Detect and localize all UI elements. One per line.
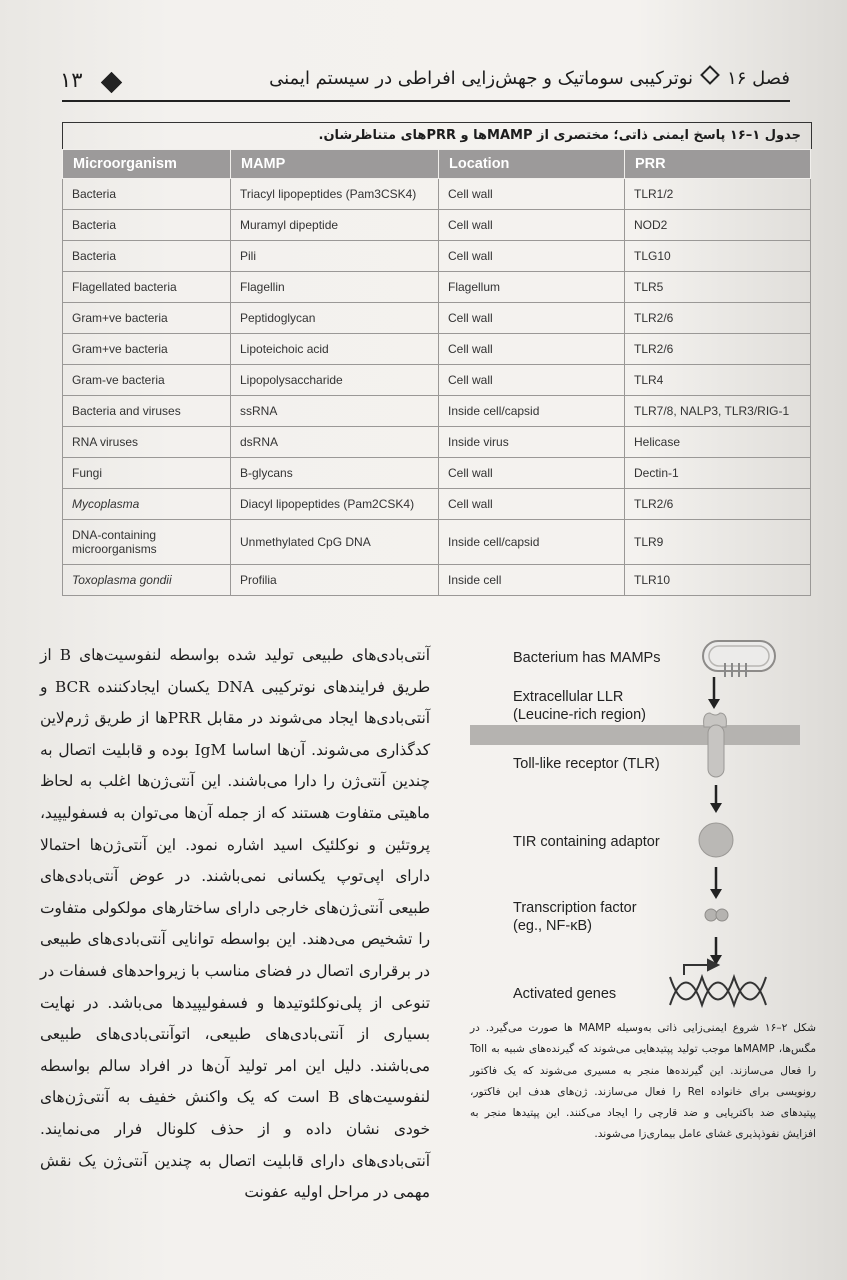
page-number: ۱۳ [60,68,83,92]
cell-location: Cell wall [439,489,625,520]
cell-prr: TLG10 [625,241,811,272]
cell-mamp: Pili [231,241,439,272]
cell-microorganism: Bacteria [63,179,231,210]
bacterium-icon [703,641,775,677]
chapter-title [269,68,790,89]
cell-prr: TLR2/6 [625,334,811,365]
cell-microorganism: Bacteria [63,241,231,272]
cell-mamp: Flagellin [231,272,439,303]
col-header-microorganism: Microorganism [63,150,231,179]
cell-location: Cell wall [439,179,625,210]
chapter-name: نوترکیبی سوماتیک و جهش‌زایی افراطی در سیستم ایمنی [269,68,694,89]
cell-microorganism: Fungi [63,458,231,489]
cell-location: Flagellum [439,272,625,303]
label-tf-2: (eg., NF-κB) [513,918,592,934]
col-header-location: Location [439,150,625,179]
label-llr-1: Extracellular LLR [513,689,624,705]
table-header-row [63,150,811,179]
label-llr-2: (Leucine-rich region) [513,707,646,723]
body-paragraph: آنتی‌بادی‌های طبیعی تولید شده بواسطه لنفوسیت‌های B از طریق فرایندهای نوترکیبی DNA یکسان ایجادکننده BCR و آنتی‌بادی‌ها ایجاد می‌شوند در مقابل PRRها از طریق ژرم‌لاین کدگذاری می‌شوند. آن‌ها اساسا IgM بوده و قابلیت اتصال به چندین آنتی‌ژن را دارا می‌باشند. این آنتی‌ژن‌ها اغلب به لحاظ ماهیتی متفاوت هستند که از جمله آن‌ها می‌توان به فسفولیپید، پروتئین و نوکلئیک اسید اشاره نمود. این آنتی‌ژن‌ها احتمالا دارای اپی‌توپ یکسانی نمی‌باشند. در عوض آنتی‌بادی‌های طبیعی آنتی‌ژن‌های خارجی دارای ساختارهای مولکولی متفاوت را تشخیص می‌دهند. این بواسطه توانایی آنتی‌بادی‌های طبیعی در برقراری اتصال در فضای مناسب با زیرواحدهای فسفات در تنوعی از پلی‌نوکلئوتیدها و فسفولیپیدها می‌باشد. در نهایت بسیاری از آنتی‌بادی‌های طبیعی، اتوآنتی‌بادی‌های طبیعی می‌باشند. دلیل این امر تولید آن‌ها در افراد سالم بواسطه لنفوسیت‌های B است که یک واکنش خفیف به آنتی‌ژن‌های خودی نشان داده و از حذف کلونال فرار می‌نمایند. آنتی‌بادی‌های دارای قابلیت اتصال به چندین آنتی‌ژن یک نقش مهمی در مراحل اولیه عفونت [40,646,431,1202]
cell-location: Cell wall [439,303,625,334]
cell-prr: Helicase [625,427,811,458]
cell-prr: TLR2/6 [625,489,811,520]
cell-location: Cell wall [439,241,625,272]
cell-microorganism: Mycoplasma [63,489,231,520]
table-caption: جدول ۱–۱۶ پاسخ ایمنی ذاتی؛ مختصری از MAMPها و PRRهای متناظرشان. [62,122,812,149]
cell-microorganism: Gram+ve bacteria [63,303,231,334]
cell-location: Inside cell/capsid [439,520,625,565]
cell-membrane [470,725,800,745]
cell-mamp: Unmethylated CpG DNA [231,520,439,565]
cell-mamp: dsRNA [231,427,439,458]
cell-microorganism: Bacteria and viruses [63,396,231,427]
table-row [63,520,811,565]
outline-diamond-icon [700,65,720,85]
cell-prr: TLR5 [625,272,811,303]
arrow-icon [710,867,722,899]
table-row [63,489,811,520]
table-row [63,396,811,427]
cell-location: Inside cell/capsid [439,396,625,427]
cell-prr: TLR10 [625,565,811,596]
cell-location: Cell wall [439,365,625,396]
chapter-label: فصل ۱۶ [727,68,790,89]
figure-caption: شکل ۲–۱۶ شروع ایمنی‌زایی ذاتی به‌وسیله MAMP ها صورت می‌گیرد. در مگس‌ها، MAMPها موجب تولید پپتیدهایی می‌شوند که گیرنده‌های شبیه به Toll را فعال می‌سازند. این گیرنده‌ها منجر به مسیری می‌شوند که یک فاکتور رونویسی برای خانواده Rel را فعال می‌سازند. ژن‌های هدف این فاکتور، پپتیدهای ضد باکتریایی و ضد قارچی را ایجاد می‌کنند. این پپتیدها منجر به افزایش نفوذپذیری غشای عامل بیماری‌زا می‌شوند. [470,1022,817,1141]
cell-prr: TLR2/6 [625,303,811,334]
cell-mamp: Diacyl lipopeptides (Pam2CSK4) [231,489,439,520]
cell-microorganism: Gram+ve bacteria [63,334,231,365]
table-row [63,210,811,241]
cell-prr: TLR7/8, NALP3, TLR3/RIG-1 [625,396,811,427]
table-row [63,303,811,334]
transcription-factor-icon [705,909,728,921]
cell-mamp: Lipoteichoic acid [231,334,439,365]
cell-mamp: B-glycans [231,458,439,489]
cell-prr: TLR4 [625,365,811,396]
label-tlr: Toll-like receptor (TLR) [513,756,660,772]
cell-prr: Dectin-1 [625,458,811,489]
table-grid [62,149,811,596]
cell-mamp: Muramyl dipeptide [231,210,439,241]
header-rule [62,100,790,102]
table-row [63,241,811,272]
col-header-prr: PRR [625,150,811,179]
mamp-table [62,122,812,596]
table-row [63,565,811,596]
tir-adaptor-icon [699,823,733,857]
cell-mamp: Profilia [231,565,439,596]
label-genes: Activated genes [513,986,617,1002]
cell-microorganism: RNA viruses [63,427,231,458]
filled-diamond-icon [101,72,122,93]
cell-mamp: Lipopolysaccharide [231,365,439,396]
cell-prr: TLR1/2 [625,179,811,210]
table-row [63,272,811,303]
cell-location: Inside cell [439,565,625,596]
cell-prr: TLR9 [625,520,811,565]
table-row [63,427,811,458]
table-row [63,365,811,396]
arrow-icon [708,677,720,709]
cell-microorganism: Gram-ve bacteria [63,365,231,396]
cell-microorganism: Bacteria [63,210,231,241]
table-body [63,179,811,596]
cell-microorganism: Flagellated bacteria [63,272,231,303]
cell-location: Cell wall [439,334,625,365]
cell-mamp: Peptidoglycan [231,303,439,334]
running-header [60,66,790,98]
col-header-mamp: MAMP [231,150,439,179]
cell-location: Cell wall [439,210,625,241]
cell-mamp: ssRNA [231,396,439,427]
dna-helix-icon [670,960,766,1005]
cell-microorganism: DNA-containing microorganisms [63,520,231,565]
tlr-pathway-figure [470,635,815,1015]
table-row [63,334,811,365]
cell-mamp: Triacyl lipopeptides (Pam3CSK4) [231,179,439,210]
label-bacterium: Bacterium has MAMPs [513,650,661,666]
label-tir: TIR containing adaptor [513,834,660,850]
cell-microorganism: Toxoplasma gondii [63,565,231,596]
cell-location: Inside virus [439,427,625,458]
table-row [63,179,811,210]
table-row [63,458,811,489]
cell-prr: NOD2 [625,210,811,241]
cell-location: Cell wall [439,458,625,489]
label-tf-1: Transcription factor [513,900,637,916]
arrow-icon [710,785,722,813]
